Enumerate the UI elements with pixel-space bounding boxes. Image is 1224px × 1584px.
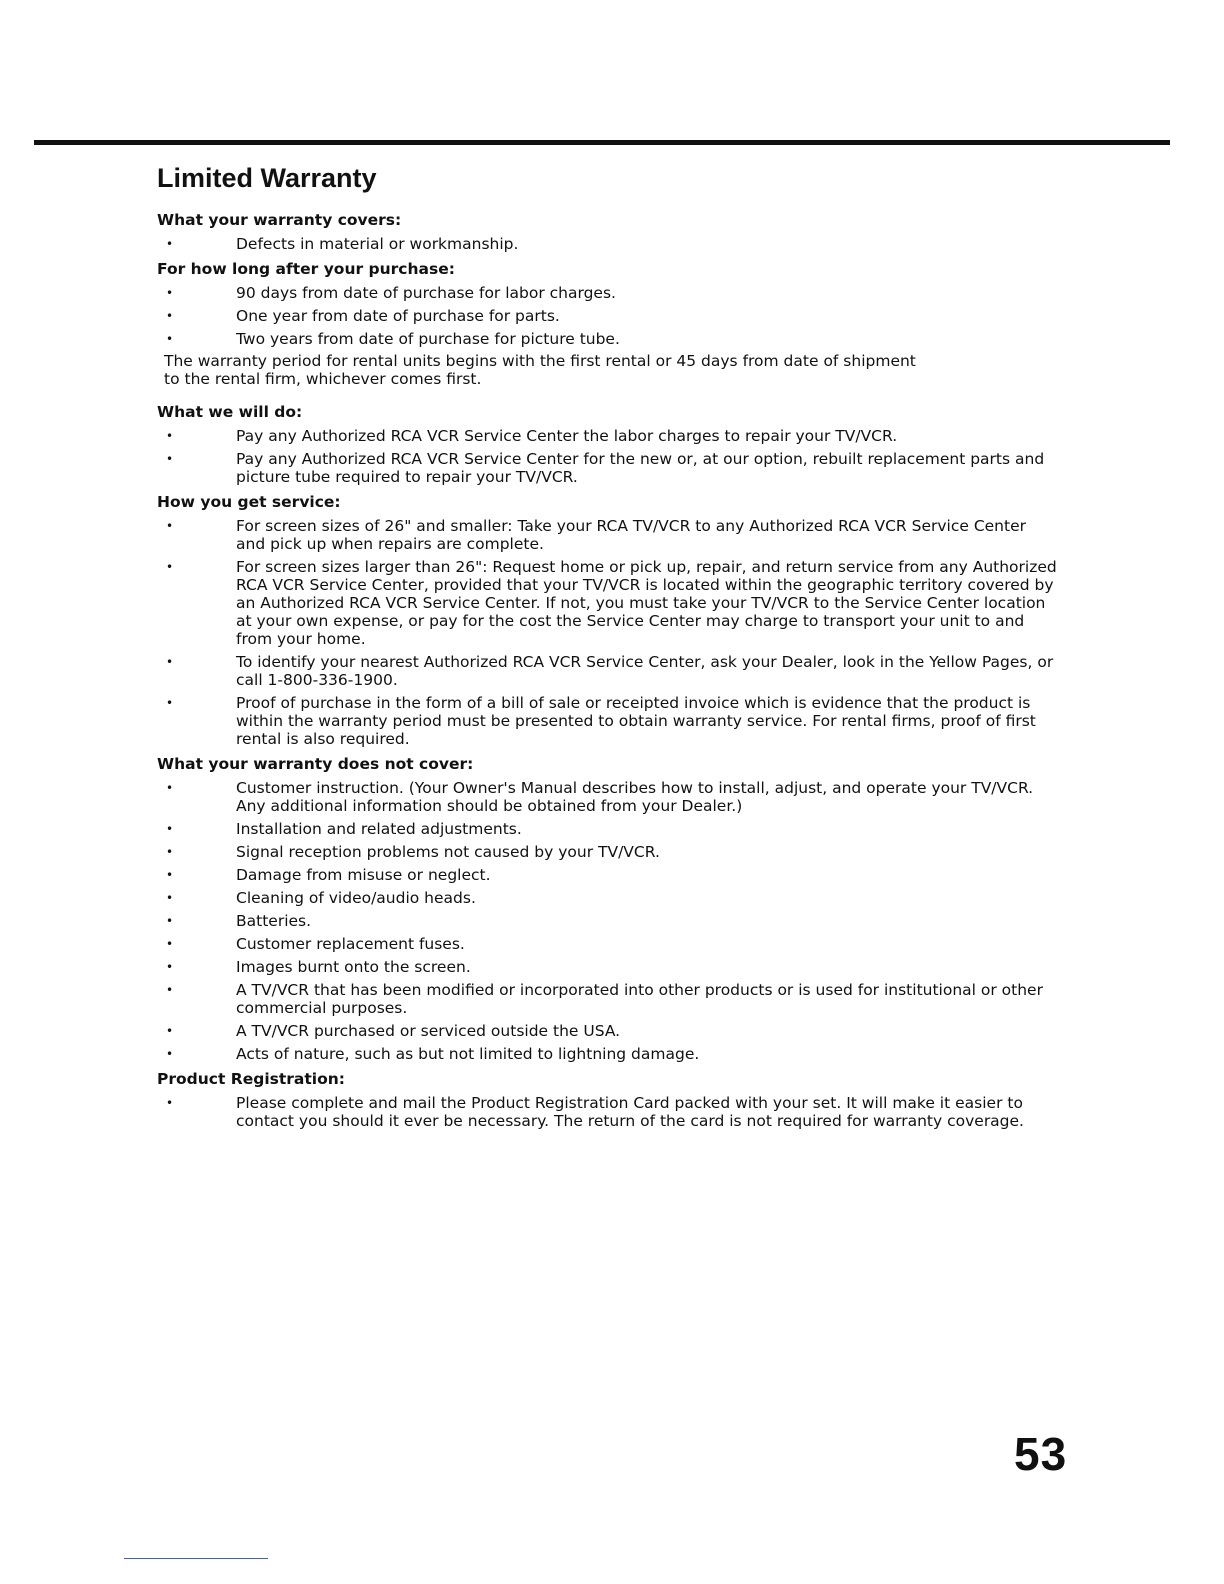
section-heading: For how long after your purchase: — [157, 260, 455, 278]
list-item — [157, 558, 1057, 648]
bullet-icon: • — [166, 332, 174, 346]
list-item-text: Proof of purchase in the form of a bill of sale or receipted invoice which is evidence that the product is within the warranty period must be presented to obtain warranty service. For rental firms, proof of first rental is also required. — [236, 694, 1036, 748]
list-item — [157, 866, 1057, 884]
list-item-text: Signal reception problems not caused by your TV/VCR. — [236, 843, 660, 861]
bullet-icon: • — [166, 822, 174, 836]
bottom-rule — [124, 1558, 268, 1559]
list-item — [157, 517, 1057, 553]
section-will-do — [157, 402, 1057, 486]
list-item — [157, 235, 1057, 253]
section-covers — [157, 210, 1057, 253]
list-item-text: For screen sizes of 26" and smaller: Take your RCA TV/VCR to any Authorized RCA VCR Service Center and pick up when repairs are complete. — [236, 517, 1026, 553]
list-item-text: Two years from date of purchase for picture tube. — [236, 330, 620, 348]
bullet-icon: • — [166, 1024, 174, 1038]
list-item — [157, 427, 1057, 445]
bullet-icon: • — [166, 655, 174, 669]
list-item-text: To identify your nearest Authorized RCA VCR Service Center, ask your Dealer, look in the Yellow Pages, or call 1-800-336-1900. — [236, 653, 1054, 689]
list-item — [157, 284, 1057, 302]
bullet-list — [157, 517, 1057, 748]
rental-note: The warranty period for rental units begins with the first rental or 45 days from date of shipment to the rental firm, whichever comes first. — [164, 352, 916, 388]
bullet-list — [157, 235, 1057, 253]
list-item-text: Pay any Authorized RCA VCR Service Center the labor charges to repair your TV/VCR. — [236, 427, 898, 445]
list-item — [157, 307, 1057, 325]
top-rule — [34, 140, 1170, 145]
list-item — [157, 779, 1057, 815]
list-item-text: Images burnt onto the screen. — [236, 958, 471, 976]
bullet-icon: • — [166, 696, 174, 710]
section-registration — [157, 1069, 1057, 1130]
bullet-list — [157, 779, 1057, 1063]
bullet-icon: • — [166, 868, 174, 882]
section-heading: Product Registration: — [157, 1070, 345, 1088]
section-not-cover — [157, 754, 1057, 1063]
list-item — [157, 889, 1057, 907]
page-title: Limited Warranty — [157, 163, 377, 193]
list-item-text: Please complete and mail the Product Registration Card packed with your set. It will make it easier to contact you should it ever be necessary. The return of the card is not required for warranty coverage. — [236, 1094, 1024, 1130]
bullet-icon: • — [166, 286, 174, 300]
bullet-icon: • — [166, 1096, 174, 1110]
list-item — [157, 1022, 1057, 1040]
list-item — [157, 1094, 1057, 1130]
list-item-text: For screen sizes larger than 26": Request home or pick up, repair, and return service from any Authorized RCA VCR Service Center, provided that your TV/VCR is located within the geographic territory covered by an Authorized RCA VCR Service Center. If not, you must take your TV/VCR to the Service Center location at your own expense, or pay for the cost the Service Center may charge to transport your unit to and from your home. — [236, 558, 1057, 648]
list-item — [157, 981, 1057, 1017]
list-item — [157, 450, 1057, 486]
bullet-icon: • — [166, 891, 174, 905]
bullet-icon: • — [166, 519, 174, 533]
list-item-text: 90 days from date of purchase for labor charges. — [236, 284, 616, 302]
list-item-text: Damage from misuse or neglect. — [236, 866, 491, 884]
bullet-icon: • — [166, 237, 174, 251]
bullet-icon: • — [166, 781, 174, 795]
bullet-icon: • — [166, 937, 174, 951]
section-heading: What your warranty covers: — [157, 211, 402, 229]
list-item-text: One year from date of purchase for parts. — [236, 307, 560, 325]
list-item-text: Batteries. — [236, 912, 312, 930]
list-item-text: Customer replacement fuses. — [236, 935, 465, 953]
list-item-text: Customer instruction. (Your Owner's Manual describes how to install, adjust, and operate your TV/VCR. Any additional information should be obtained from your Dealer.) — [236, 779, 1034, 815]
bullet-list — [157, 1094, 1057, 1130]
list-item-text: A TV/VCR that has been modified or incorporated into other products or is used for institutional or other commercial purposes. — [236, 981, 1043, 1017]
bullet-icon: • — [166, 429, 174, 443]
list-item — [157, 694, 1057, 748]
warranty-content — [157, 160, 1057, 1136]
list-item — [157, 820, 1057, 838]
section-how-long — [157, 259, 1057, 388]
list-item-text: Cleaning of video/audio heads. — [236, 889, 476, 907]
list-item — [157, 958, 1057, 976]
list-item — [157, 653, 1057, 689]
list-item — [157, 330, 1057, 348]
bullet-icon: • — [166, 309, 174, 323]
section-heading: What your warranty does not cover: — [157, 755, 474, 773]
list-item — [157, 912, 1057, 930]
bullet-icon: • — [166, 983, 174, 997]
list-item-text: Acts of nature, such as but not limited to lightning damage. — [236, 1045, 700, 1063]
list-item-text: A TV/VCR purchased or serviced outside the USA. — [236, 1022, 621, 1040]
bullet-icon: • — [166, 1047, 174, 1061]
list-item — [157, 1045, 1057, 1063]
section-heading: How you get service: — [157, 493, 341, 511]
bullet-icon: • — [166, 845, 174, 859]
section-service — [157, 492, 1057, 748]
list-item — [157, 843, 1057, 861]
bullet-icon: • — [166, 914, 174, 928]
section-heading: What we will do: — [157, 403, 303, 421]
bullet-list — [157, 427, 1057, 486]
page-number: 53 — [1014, 1428, 1068, 1480]
bullet-icon: • — [166, 560, 174, 574]
list-item-text: Defects in material or workmanship. — [236, 235, 519, 253]
list-item-text: Pay any Authorized RCA VCR Service Center for the new or, at our option, rebuilt replacement parts and picture tube required to repair your TV/VCR. — [236, 450, 1045, 486]
bullet-list — [157, 284, 1057, 348]
list-item-text: Installation and related adjustments. — [236, 820, 522, 838]
bullet-icon: • — [166, 960, 174, 974]
bullet-icon: • — [166, 452, 174, 466]
list-item — [157, 935, 1057, 953]
